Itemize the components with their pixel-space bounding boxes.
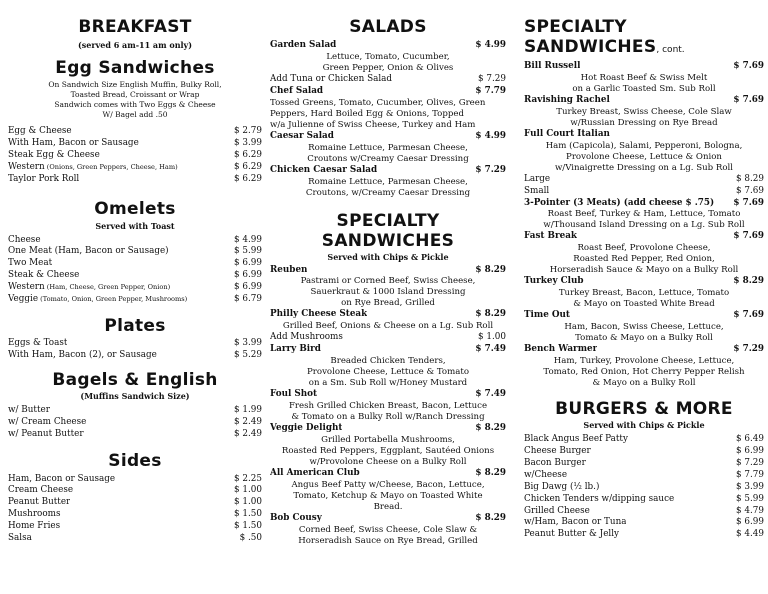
bagels-title: Bagels & English [52,369,218,390]
item-name [524,506,590,518]
item-description: Ham, Bacon, Swiss Cheese, Lettuce, [564,322,724,333]
item-heading [524,61,764,73]
item-description: Angus Beef Patty w/Cheese, Bacon, Lettuce, [291,479,485,490]
specialty-subtitle: Served with Chips & Pickle [327,251,449,262]
menu-item [270,423,506,468]
item-price: $ 1.50 [234,521,262,532]
menu-item [8,258,262,270]
item-price: $ 7.69 [733,61,764,71]
item-price: $ 1.99 [234,404,262,415]
item-name: Ravishing Rachel [524,94,610,105]
menu-item [524,129,764,174]
item-heading [270,265,506,277]
item-heading [270,389,506,401]
item-price: $ 4.99 [234,234,262,245]
item-label: Peanut Butter & Jelly [524,529,620,540]
specialty-cont-list [524,61,764,389]
item-description: w/Vinaigrette Dressing on a Lg. Sub Roll [554,162,734,173]
menu-item [270,131,506,165]
item-description: Hot Roast Beef & Swiss Melt [580,72,708,83]
item-description: Grilled Portabella Mushrooms, [321,434,455,445]
menu-item [270,389,506,423]
item-price: $ 3.99 [736,481,764,492]
item-label: Home Fries [8,521,61,532]
menu-item [8,138,262,150]
item-heading [524,344,764,356]
item-name: Reuben [270,264,308,275]
item-price: $ 6.29 [234,173,262,184]
menu-item [8,533,262,545]
item-name [8,150,100,162]
item-price: $ 7.29 [736,457,764,468]
item-label: With Ham, Bacon (2), or Sausage [8,349,157,360]
item-price: $ 8.29 [475,264,506,275]
menu-item [8,294,262,306]
item-label: w/Ham, Bacon or Tuna [524,517,627,528]
breakfast-hours: (served 6 am-11 am only) [77,40,192,50]
item-price: $ 1.50 [234,509,262,520]
item-price: $ 7.29 [478,73,506,84]
item-name [524,470,567,482]
item-label: Cream Cheese [8,485,74,496]
menu-item [8,338,262,350]
item-description: & Tomato on a Bulky Roll w/Ranch Dressing [291,412,485,423]
item-description: Peppers, Hard Boiled Egg & Onions, Topped [270,108,464,119]
item-heading [524,186,764,198]
salads-list [270,40,506,199]
item-price: $ 8.29 [475,512,506,523]
item-name: Veggie Delight [270,423,343,434]
item-price: $ 5.99 [736,493,764,504]
item-price: $ 4.99 [475,130,506,141]
item-name [524,517,626,529]
menu-item [8,126,262,138]
item-label: Cheese Burger [524,445,591,456]
menu-item [8,429,262,441]
menu-item [270,265,506,310]
burgers-subtitle: Served with Chips & Pickle [583,420,705,431]
item-name: Larry Bird [270,344,321,355]
breakfast-title: BREAKFAST [78,17,192,37]
item-price: $ 5.99 [234,246,262,257]
item-description: w/Provolone Cheese on a Bulky Roll [309,456,467,467]
bagels-subtitle: (Muffins Sandwich Size) [80,390,190,401]
item-label: Steak & Cheese [8,270,80,281]
item-heading [270,74,506,86]
item-price: $ 4.99 [475,40,506,50]
item-name: Fast Break [524,231,578,242]
item-name: Chicken Caesar Salad [270,164,378,175]
omelets-title: Omelets [94,198,176,219]
item-name [8,350,157,362]
menu-item [524,470,764,482]
item-price: $ 8.29 [736,173,764,184]
item-name: Bill Russell [524,61,581,71]
item-label: Chicken Tenders w/dipping sauce [524,493,675,504]
item-price: $ 1.00 [234,485,262,496]
bagels-list [8,405,262,441]
item-heading [270,344,506,356]
item-description: Corned Beef, Swiss Cheese, Cole Slaw & [298,524,478,535]
egg-sandwiches-notes [8,80,262,120]
item-label: Two Meat [8,258,53,269]
item-label: Ham, Bacon or Sausage [8,473,116,484]
item-name [524,458,586,470]
egg-sandwiches-title: Egg Sandwiches [55,58,215,78]
item-description: Fresh Grilled Chicken Breast, Bacon, Lettuce [288,401,488,412]
sides-title: Sides [108,450,162,471]
item-heading [524,310,764,322]
item-name: All American Club [270,467,360,478]
menu-item [8,509,262,521]
item-description: Sauerkraut & 1000 Island Dressing [310,287,466,298]
item-label: Salsa [8,533,32,544]
item-name [8,162,178,174]
omelets-list [8,235,262,306]
item-name [8,497,70,509]
item-name [8,235,41,247]
item-name [524,434,628,446]
item-name: Time Out [524,310,570,321]
menu-item [8,246,262,258]
menu-item [8,417,262,429]
item-price: $ 6.99 [234,258,262,269]
item-detail: (Onions, Green Peppers, Cheese, Ham) [44,162,178,171]
menu-item [8,270,262,282]
item-heading [524,174,764,186]
item-heading [270,165,506,177]
item-description: Grilled Beef, Onions & Cheese on a Lg. Sub Roll [282,321,494,332]
item-description: Green Pepper, Onion & Olives [322,62,454,73]
item-label: Steak Egg & Cheese [8,149,100,160]
egg-note: Sandwich comes with Two Eggs & Cheese [54,100,216,109]
item-name [8,533,32,545]
item-price: $ 3.99 [234,137,262,148]
item-description: Croutons w/Creamy Caesar Dressing [307,153,469,164]
specialty-list [270,265,506,547]
item-label: w/ Butter [8,404,50,415]
item-label: Mushrooms [8,509,61,520]
plates-list [8,338,262,362]
item-heading [524,276,764,288]
item-description: w/Russian Dressing on Rye Bread [570,117,718,128]
item-price: $ 2.25 [234,473,262,484]
item-price: $ 2.49 [234,416,262,427]
item-name: Caesar Salad [270,130,334,141]
item-heading [270,423,506,435]
item-label: Black Angus Beef Patty [524,434,628,445]
menu-item [8,174,262,186]
menu-item [524,310,764,344]
item-price: $ .50 [239,533,262,544]
item-price: $ 7.79 [736,469,764,480]
menu-item [524,517,764,529]
item-heading [524,198,764,210]
item-price: $ 8.29 [475,423,506,434]
item-description: Lettuce, Tomato, Cucumber, [326,51,450,62]
menu-item [270,332,506,344]
item-description: Tomato & Mayo on a Bulky Roll [575,333,713,344]
item-price: $ 4.49 [736,529,764,540]
item-name [524,446,591,458]
item-price: $ 6.99 [736,445,764,456]
item-label: w/Cheese [524,469,568,480]
menu-item [524,231,764,276]
item-name [8,474,115,486]
item-description: Turkey Breast, Bacon, Lettuce, Tomato [558,288,730,299]
item-name [8,417,86,429]
item-name [8,509,61,521]
menu-item [8,150,262,162]
item-description: Roast Beef, Turkey & Ham, Lettuce, Tomato [547,209,741,220]
item-price: $ 8.29 [475,309,506,320]
menu-item [8,485,262,497]
item-name: Bench Warmer [524,344,598,355]
item-price: $ 7.69 [733,197,764,208]
item-price: $ 6.99 [736,517,764,528]
egg-note: On Sandwich Size English Muffin, Bulky Roll, [48,80,222,89]
item-heading [524,95,764,107]
item-heading [270,513,506,525]
item-name [8,294,187,306]
menu-item [524,506,764,518]
item-price: $ 6.29 [234,149,262,160]
item-label: Bacon Burger [524,457,586,468]
item-price: $ 6.79 [234,294,262,305]
egg-sandwiches-list [8,126,262,186]
item-label: Western [8,161,45,172]
item-description: Roasted Red Pepper, Red Onion, [573,254,715,265]
item-label: Peanut Butter [8,497,71,508]
item-description: Provolone Cheese, Lettuce & Onion [566,151,722,162]
item-description: w/Thousand Island Dressing on a Lg. Sub Roll [543,220,745,231]
egg-note: Toasted Bread, Croissant or Wrap [70,90,200,99]
item-heading [524,129,764,141]
item-price: $ 7.69 [733,94,764,105]
item-price: $ 7.29 [733,344,764,355]
item-name [8,405,50,417]
item-price [760,129,764,141]
specialty-cont-title: SPECIALTY SANDWICHES, cont. [524,17,685,57]
item-description: on a Sm. Sub Roll w/Honey Mustard [308,378,468,389]
item-description: Roast Beef, Provolone Cheese, [577,243,711,254]
item-description: Ham, Turkey, Provolone Cheese, Lettuce, [553,356,735,367]
item-label: One Meat (Ham, Bacon or Sausage) [8,246,169,257]
menu-item [524,174,764,186]
item-price: $ 6.29 [234,161,262,172]
item-price: $ 7.49 [475,344,506,355]
menu-item [8,350,262,362]
item-name: Bob Cousy [270,512,322,523]
menu-item [524,61,764,95]
item-detail: (Ham, Cheese, Green Pepper, Onion) [44,283,171,292]
item-label: Egg & Cheese [8,126,72,136]
menu-item [270,468,506,513]
item-name: Large [524,173,551,184]
menu-item [270,309,506,332]
menu-item [524,529,764,541]
item-description: on a Garlic Toasted Sm. Sub Roll [572,83,716,94]
item-name [524,482,599,494]
item-price: $ 8.29 [733,276,764,287]
sides-list [8,474,262,545]
item-name [8,138,139,150]
item-heading [270,40,506,52]
item-label: With Ham, Bacon or Sausage [8,137,139,148]
item-name [8,521,60,533]
item-description: & Mayo on a Bulky Roll [592,378,696,389]
item-price: $ 7.79 [475,85,506,96]
plates-title: Plates [104,315,166,336]
menu-item [8,405,262,417]
item-description: & Mayo on Toasted White Bread [573,299,715,310]
item-description: Tomato, Red Onion, Hot Cherry Pepper Relish [543,367,745,378]
menu-item [8,162,262,174]
item-description: Ham (Capicola), Salami, Pepperoni, Bologna, [545,140,743,151]
item-description: Romaine Lettuce, Parmesan Cheese, [308,176,468,187]
item-label: Veggie [8,294,39,305]
item-price: $ 1.00 [478,332,506,343]
item-description: Croutons, w/Creamy Caesar Dressing [305,187,471,198]
item-price: $ 8.29 [475,467,506,478]
menu-item [8,521,262,533]
menu-item [270,86,506,131]
salads-title: SALADS [349,17,427,37]
salads-specialty-column [270,0,506,594]
menu-item [524,186,764,198]
item-name [8,485,73,497]
item-name: Philly Cheese Steak [270,309,368,320]
item-name: Small [524,185,550,196]
item-description: on Rye Bread, Grilled [341,298,435,309]
item-name [8,270,79,282]
item-name: Full Court Italian [524,128,610,139]
item-price: $ 1.00 [234,497,262,508]
item-description: Provolone Cheese, Lettuce & Tomato [307,367,469,378]
item-heading [270,86,506,98]
menu-item [8,282,262,294]
item-price: $ 3.99 [234,337,262,348]
item-price: $ 7.29 [475,164,506,175]
menu-item [524,482,764,494]
item-label: Eggs & Toast [8,337,68,348]
menu-item [8,474,262,486]
item-description: Roasted Red Peppers, Eggplant, Sautéed Onions [281,445,495,456]
menu-item [524,344,764,389]
item-description: Tomato, Ketchup & Mayo on Toasted White [293,490,483,501]
item-heading [270,468,506,480]
item-name: Garden Salad [270,40,337,50]
item-price: $ 7.69 [733,310,764,321]
item-name [8,258,52,270]
item-name: Foul Shot [270,389,318,400]
item-name [8,282,170,294]
item-name [8,126,72,138]
item-description: Horseradish Sauce on Rye Bread, Grilled [298,535,478,546]
item-description: Bread. [373,501,403,512]
menu-item [524,198,764,232]
item-price: $ 5.29 [234,349,262,360]
item-description: Breaded Chicken Tenders, [330,356,446,367]
item-label: w/ Peanut Butter [8,428,84,439]
item-heading [270,332,506,344]
item-description: w/a Julienne of Swiss Cheese, Turkey and Ham [270,119,476,130]
item-description: Horseradish Sauce & Mayo on a Bulky Roll [549,265,739,276]
menu-item [524,446,764,458]
item-price: $ 2.79 [234,126,262,136]
item-name [524,494,674,506]
menu-item [8,497,262,509]
egg-note: W/ Bagel add .50 [102,110,168,119]
item-name [8,429,84,441]
breakfast-column [8,0,262,594]
item-label: Western [8,282,45,293]
menu-item [270,165,506,199]
item-price: $ 6.49 [736,434,764,445]
item-heading [524,231,764,243]
item-name: Turkey Club [524,276,584,287]
item-heading [270,309,506,321]
burgers-title: BURGERS & MORE [555,399,733,420]
item-name: Chef Salad [270,85,324,96]
item-name: Add Tuna or Chicken Salad [270,73,393,84]
item-label: Taylor Pork Roll [8,173,80,184]
specialty-cont-burgers-column [524,0,764,594]
item-name [8,338,67,350]
item-price: $ 7.49 [475,389,506,400]
item-description: Turkey Breast, Swiss Cheese, Cole Slaw [556,106,732,117]
item-price: $ 7.69 [736,185,764,196]
item-price: $ 6.99 [234,270,262,281]
item-name: Add Mushrooms [270,332,343,343]
item-description: Romaine Lettuce, Parmesan Cheese, [308,142,468,153]
menu-item [524,434,764,446]
item-label: Cheese [8,234,41,245]
item-price: $ 2.49 [234,428,262,439]
menu-item [270,74,506,86]
omelets-subtitle: Served with Toast [95,220,175,231]
menu-item [270,344,506,389]
item-description: Pastrami or Corned Beef, Swiss Cheese, [300,276,476,287]
item-name [524,529,619,541]
menu-item [524,95,764,129]
item-name: 3-Pointer (3 Meats) (add cheese $ .75) [524,197,715,208]
item-name [8,246,169,258]
item-description: Tossed Greens, Tomato, Cucumber, Olives, Green [270,97,486,108]
item-detail: (Tomato, Onion, Green Pepper, Mushrooms) [38,295,188,304]
menu-item [8,235,262,247]
menu-item [524,494,764,506]
item-label: Big Dawg (½ lb.) [524,481,600,492]
menu-item [524,458,764,470]
menu-item [270,40,506,74]
menu-item [270,513,506,547]
item-price: $ 6.99 [234,282,262,293]
item-label: Grilled Cheese [524,505,590,516]
menu-item [524,276,764,310]
item-price: $ 7.69 [733,231,764,242]
specialty-title: SPECIALTY SANDWICHES [321,210,455,251]
item-price: $ 4.79 [736,505,764,516]
item-heading [270,131,506,143]
item-name [8,174,79,186]
item-label: w/ Cream Cheese [8,416,87,427]
burgers-list [524,434,764,541]
